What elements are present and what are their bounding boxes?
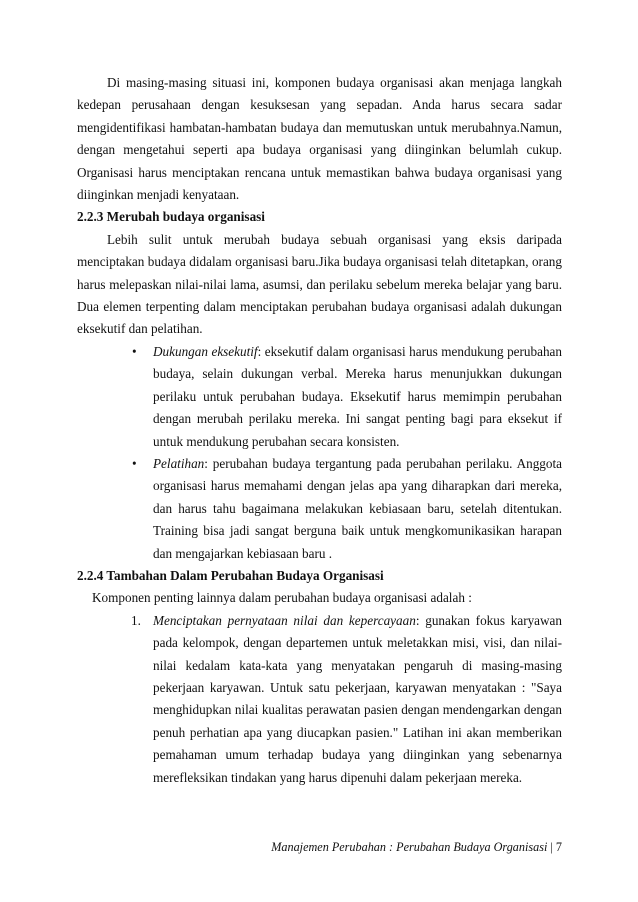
paragraph-intro: Di masing-masing situasi ini, komponen budaya organisasi akan menjaga langkah kedepan perusahaan dengan kesuksesan yang sepadan. Anda harus secara sadar mengidentifikasi hambatan-hambatan budaya dan memutuskan untuk merubahnya.Namun, dengan mengetahui seperti apa budaya organisasi yang diinginkan belumlah cukup. Organisasi harus menciptakan rencana untuk memastikan bahwa budaya organisasi yang diinginkan menjadi kenyataan. — [77, 75, 562, 203]
list-item — [77, 453, 562, 565]
bullet-list — [77, 341, 562, 565]
page-footer — [200, 836, 562, 858]
footer-separator: | — [547, 840, 556, 854]
list-item-text: : eksekutif dalam organisasi harus mendukung perubahan budaya, selain dukungan verbal. Mereka harus menunjukkan dukungan perilaku untuk perubahan budaya. Eksekutif harus memimpin perubahan dengan merubah perilaku mereka. Ini sangat penting bagi para eksekut if untuk mendukung perubahan secara konsisten. — [153, 343, 562, 449]
list-item — [77, 341, 562, 453]
list-item-number: 1. — [131, 612, 141, 628]
list-item-term: Menciptakan pernyataan nilai dan kepercayaan — [153, 612, 416, 628]
paragraph-2-2-4-intro: Komponen penting lainnya dalam perubahan budaya organisasi adalah : — [92, 590, 472, 606]
list-item — [77, 610, 562, 789]
heading-2-2-4: 2.2.4 Tambahan Dalam Perubahan Budaya Organisasi — [77, 567, 384, 583]
page-number: 7 — [555, 840, 562, 854]
list-item-term: Dukungan eksekutif — [153, 343, 258, 359]
list-item-text: : gunakan fokus karyawan pada kelompok, dengan departemen untuk meletakkan misi, visi, dan nilai-nilai kedalam kata-kata yang menyatakan pengaruh di masing-masing pekerjaan karyawan. Untuk satu pekerjaan, karyawan menyatakan : "Saya menghidupkan nilai kualitas perawatan pasien dengan mendengarkan dengan penuh perhatian apa yang diucapkan pasien." Latihan ini akan memberikan pemahaman umum terhadap budaya yang diinginkan yang sebenarnya merefleksikan tindakan yang harus dipenuhi dalam pekerjaan mereka. — [153, 612, 563, 785]
bullet-icon: • — [132, 343, 137, 359]
body-text — [77, 72, 562, 789]
numbered-list — [77, 610, 562, 789]
list-item-term: Pelatihan — [153, 455, 205, 471]
bullet-icon: • — [132, 455, 137, 471]
footer-title: Manajemen Perubahan : Perubahan Budaya Organisasi — [271, 840, 548, 854]
list-item-text: : perubahan budaya tergantung pada perubahan perilaku. Anggota organisasi harus memahami dengan jelas apa yang diharapkan dari mereka, dan harus tahu bagaimana melakukan kebiasaan baru, setelah ditentukan. Training bisa jadi sangat berguna baik untuk mengkomunikasikan harapan dan mengajarkan kebiasaan baru . — [153, 455, 562, 561]
heading-2-2-3: 2.2.3 Merubah budaya organisasi — [77, 209, 265, 225]
paragraph-2-2-3: Lebih sulit untuk merubah budaya sebuah organisasi yang eksis daripada menciptakan budaya didalam organisasi baru.Jika budaya organisasi telah ditetapkan, orang harus melepaskan nilai-nilai lama, asumsi, dan perilaku sebelum mereka belajar yang baru. Dua elemen terpenting dalam menciptakan perubahan budaya organisasi adalah dukungan eksekutif dan pelatihan. — [77, 231, 562, 337]
